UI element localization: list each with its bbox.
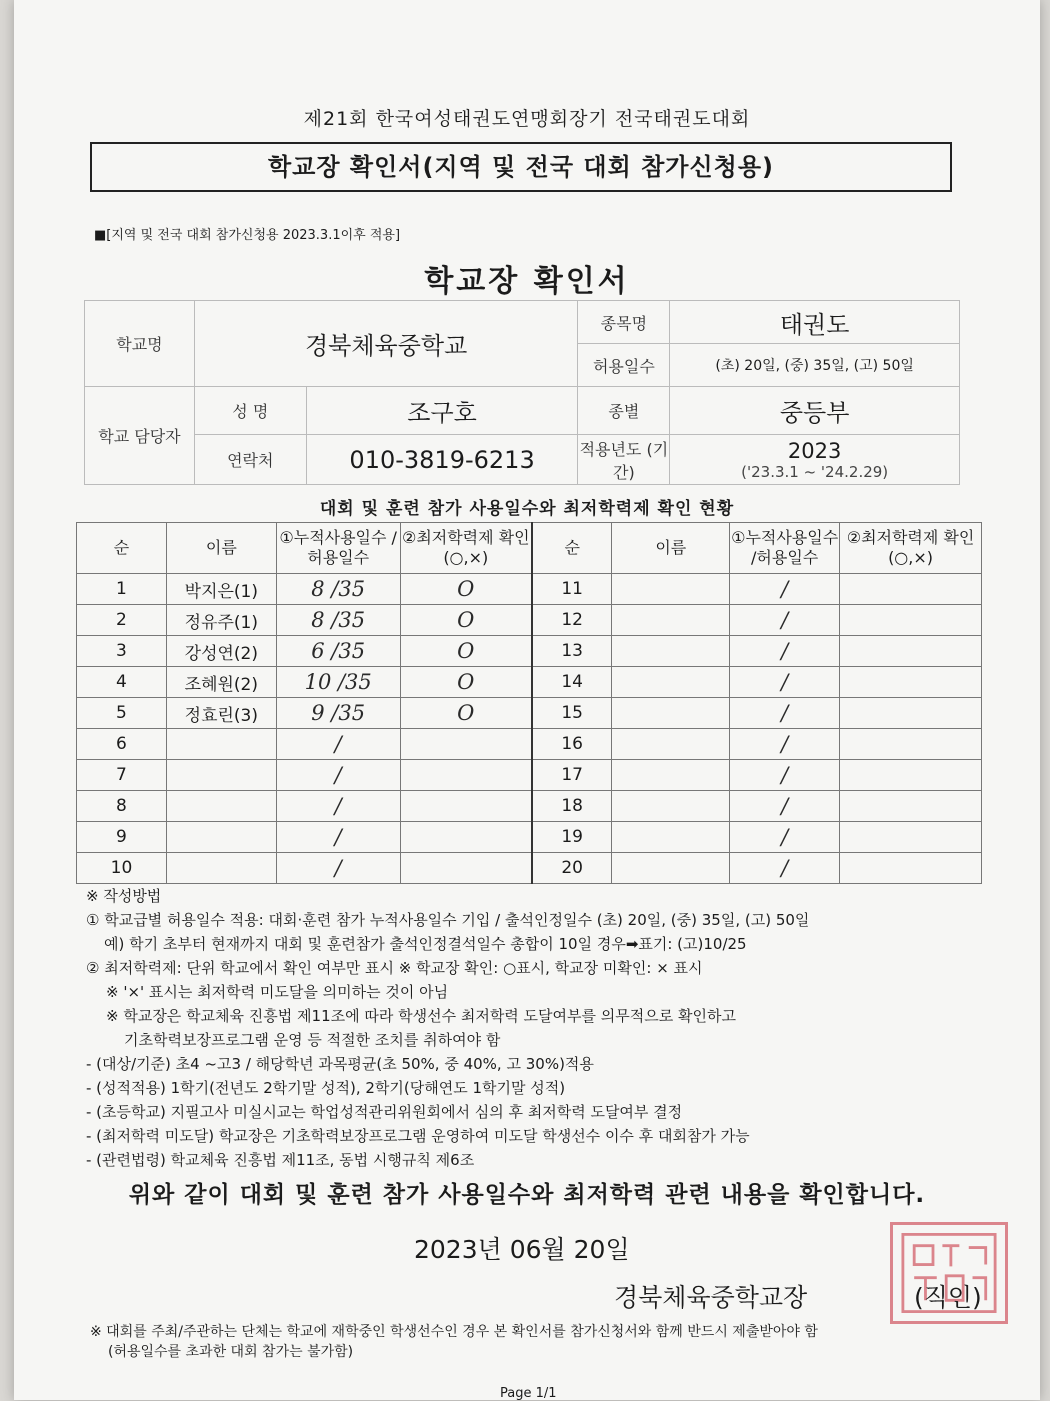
info-table bbox=[84, 300, 960, 485]
days-used: / bbox=[730, 636, 840, 667]
athlete-name bbox=[166, 729, 276, 760]
row-number: 1 bbox=[77, 574, 167, 605]
event-title: 제21회 한국여성태권도연맹회장기 전국태권도대회 bbox=[303, 108, 751, 130]
athlete-name: 정유주(1) bbox=[166, 605, 276, 636]
min-grade-check: O bbox=[400, 605, 532, 636]
row-number: 6 bbox=[77, 729, 167, 760]
year-label: 적용년도 (기간) bbox=[578, 435, 670, 485]
athlete-name: 정효린(3) bbox=[166, 698, 276, 729]
section-title: 대회 및 훈련 참가 사용일수와 최저학력제 확인 현황 bbox=[319, 499, 735, 519]
staff-name: 조구호 bbox=[306, 387, 578, 435]
row-number: 19 bbox=[532, 822, 612, 853]
athlete-name bbox=[166, 853, 276, 884]
min-grade-check: O bbox=[400, 698, 532, 729]
row-number: 17 bbox=[532, 760, 612, 791]
days-used: / bbox=[276, 729, 400, 760]
table-row bbox=[77, 729, 982, 760]
athlete-name bbox=[612, 729, 730, 760]
min-grade-check bbox=[840, 574, 982, 605]
days-used: / bbox=[276, 791, 400, 822]
method-title: ※ 작성방법 bbox=[86, 887, 162, 905]
row-number: 14 bbox=[532, 667, 612, 698]
footnote-line: (허용일수를 초과한 대회 참가는 불가함) bbox=[108, 1344, 354, 1360]
header-days-2: ①누적사용일수 /허용일수 bbox=[730, 523, 840, 574]
min-grade-check bbox=[400, 791, 532, 822]
method-section bbox=[86, 884, 986, 1172]
days-used: / bbox=[730, 853, 840, 884]
athlete-name bbox=[612, 574, 730, 605]
header-num-2: 순 bbox=[532, 523, 612, 574]
page-number: Page 1/1 bbox=[500, 1386, 557, 1401]
row-number: 12 bbox=[532, 605, 612, 636]
days-used: 8 /35 bbox=[276, 574, 400, 605]
athlete-name bbox=[612, 605, 730, 636]
school-label: 학교명 bbox=[85, 301, 195, 387]
method-line: ※ '×' 표시는 최저학력 미도달을 의미하는 것이 아님 bbox=[106, 983, 449, 1001]
athlete-name bbox=[612, 667, 730, 698]
row-number: 13 bbox=[532, 636, 612, 667]
header-check: ②최저학력제 확인(○,×) bbox=[400, 523, 532, 574]
row-number: 9 bbox=[77, 822, 167, 853]
min-grade-check: O bbox=[400, 667, 532, 698]
row-number: 7 bbox=[77, 760, 167, 791]
athlete-name bbox=[612, 698, 730, 729]
row-number: 4 bbox=[77, 667, 167, 698]
days-used: 9 /35 bbox=[276, 698, 400, 729]
min-grade-check: O bbox=[400, 636, 532, 667]
min-grade-check bbox=[840, 791, 982, 822]
method-line: 예) 학기 초부터 현재까지 대회 및 훈련참가 출석인정결석일수 총합이 10일 경우➡표기: (고)10/25 bbox=[104, 935, 747, 953]
method-line: 기초학력보장프로그램 운영 등 적절한 조치를 취하여야 함 bbox=[124, 1031, 501, 1049]
min-grade-check bbox=[400, 822, 532, 853]
min-grade-check bbox=[400, 760, 532, 791]
sport-label: 종목명 bbox=[578, 301, 670, 344]
period-value: ('23.3.1 ~ '24.2.29) bbox=[741, 462, 889, 481]
table-row bbox=[77, 698, 982, 729]
method-line: - (최저학력 미도달) 학교장은 기초학력보장프로그램 운영하여 미도달 학생선수 이수 후 대회참가 가능 bbox=[86, 1127, 750, 1145]
days-used: / bbox=[276, 853, 400, 884]
athlete-rows bbox=[77, 574, 982, 884]
allowed-label: 허용일수 bbox=[578, 344, 670, 387]
table-row bbox=[77, 760, 982, 791]
footnote bbox=[90, 1322, 1000, 1362]
seal-label: (직인) bbox=[914, 1283, 982, 1312]
document-page bbox=[14, 0, 1040, 1400]
principal-name: 경북체육중학교장 bbox=[614, 1283, 808, 1312]
table-row bbox=[77, 605, 982, 636]
min-grade-check bbox=[840, 853, 982, 884]
min-grade-check bbox=[400, 853, 532, 884]
min-grade-check bbox=[840, 822, 982, 853]
method-line: ① 학교급별 허용일수 적용: 대회·훈련 참가 누적사용일수 기입 / 출석인정일수 (초) 20일, (중) 35일, (고) 50일 bbox=[86, 911, 810, 929]
contact-label: 연락처 bbox=[194, 435, 306, 485]
days-used: / bbox=[276, 760, 400, 791]
days-used: / bbox=[730, 822, 840, 853]
days-used: 10 /35 bbox=[276, 667, 400, 698]
table-row bbox=[77, 853, 982, 884]
athlete-name bbox=[612, 822, 730, 853]
header-name-2: 이름 bbox=[612, 523, 730, 574]
contact-value: 010-3819-6213 bbox=[306, 435, 578, 485]
confirm-statement: 위와 같이 대회 및 훈련 참가 사용일수와 최저학력 관련 내용을 확인합니다. bbox=[128, 1182, 926, 1208]
name-label: 성 명 bbox=[194, 387, 306, 435]
days-used: / bbox=[730, 791, 840, 822]
row-number: 5 bbox=[77, 698, 167, 729]
min-grade-check: O bbox=[400, 574, 532, 605]
issue-date: 2023년 06월 20일 bbox=[414, 1235, 630, 1264]
boxed-title: 학교장 확인서(지역 및 전국 대회 참가신청용) bbox=[90, 142, 952, 192]
athlete-name bbox=[166, 760, 276, 791]
row-number: 18 bbox=[532, 791, 612, 822]
min-grade-check bbox=[400, 729, 532, 760]
table-row bbox=[77, 667, 982, 698]
athlete-name bbox=[166, 791, 276, 822]
min-grade-check bbox=[840, 636, 982, 667]
athlete-name bbox=[612, 760, 730, 791]
footnote-line: ※ 대회를 주최/주관하는 단체는 학교에 재학중인 학생선수인 경우 본 확인서를 참가신청서와 함께 반드시 제출받아야 함 bbox=[90, 1324, 818, 1340]
days-used: 6 /35 bbox=[276, 636, 400, 667]
row-number: 15 bbox=[532, 698, 612, 729]
method-line: ② 최저학력제: 단위 학교에서 확인 여부만 표시 ※ 학교장 확인: ○표시, 학교장 미확인: × 표시 bbox=[86, 959, 703, 977]
header-num: 순 bbox=[77, 523, 167, 574]
days-used: / bbox=[730, 729, 840, 760]
min-grade-check bbox=[840, 760, 982, 791]
staff-label: 학교 담당자 bbox=[85, 387, 195, 485]
sport-value: 태권도 bbox=[670, 301, 960, 344]
athlete-name bbox=[612, 853, 730, 884]
method-line: ※ 학교장은 학교체육 진흥법 제11조에 따라 학생선수 최저학력 도달여부를 의무적으로 확인하고 bbox=[106, 1007, 736, 1025]
header-name: 이름 bbox=[166, 523, 276, 574]
days-used: / bbox=[730, 574, 840, 605]
main-title: 학교장 확인서 bbox=[424, 264, 630, 299]
table-row bbox=[77, 574, 982, 605]
days-used: / bbox=[730, 760, 840, 791]
year-value: 2023 bbox=[787, 438, 842, 463]
min-grade-check bbox=[840, 698, 982, 729]
row-number: 10 bbox=[77, 853, 167, 884]
min-grade-check bbox=[840, 667, 982, 698]
form-note: ■[지역 및 전국 대회 참가신청용 2023.3.1이후 적용] bbox=[94, 228, 401, 243]
table-row bbox=[77, 822, 982, 853]
method-line: - (관련법령) 학교체육 진흥법 제11조, 동법 시행규칙 제6조 bbox=[86, 1151, 475, 1169]
athlete-name: 조혜원(2) bbox=[166, 667, 276, 698]
athlete-name bbox=[166, 822, 276, 853]
athlete-name: 강성연(2) bbox=[166, 636, 276, 667]
days-used: / bbox=[276, 822, 400, 853]
row-number: 8 bbox=[77, 791, 167, 822]
row-number: 3 bbox=[77, 636, 167, 667]
header-days: ①누적사용일수 /허용일수 bbox=[276, 523, 400, 574]
row-number: 20 bbox=[532, 853, 612, 884]
year-cell bbox=[670, 435, 960, 485]
allowed-value: (초) 20일, (중) 35일, (고) 50일 bbox=[670, 344, 960, 387]
days-used: / bbox=[730, 667, 840, 698]
method-line: - (대상/기준) 초4 ~고3 / 해당학년 과목평균(초 50%, 중 40%, 고 30%)적용 bbox=[86, 1055, 594, 1073]
days-used: / bbox=[730, 698, 840, 729]
method-line: - (초등학교) 지필고사 미실시교는 학업성적관리위원회에서 심의 후 최저학력 도달여부 결정 bbox=[86, 1103, 683, 1121]
method-line: - (성적적용) 1학기(전년도 2학기말 성적), 2학기(당해연도 1학기말 성적) bbox=[86, 1079, 566, 1097]
row-number: 11 bbox=[532, 574, 612, 605]
table-row bbox=[77, 791, 982, 822]
table-row bbox=[77, 636, 982, 667]
days-used: / bbox=[730, 605, 840, 636]
athlete-name bbox=[612, 791, 730, 822]
school-name: 경북체육중학교 bbox=[194, 301, 578, 387]
row-number: 16 bbox=[532, 729, 612, 760]
athlete-table bbox=[76, 522, 982, 884]
division-value: 중등부 bbox=[670, 387, 960, 435]
row-number: 2 bbox=[77, 605, 167, 636]
header-check-2: ②최저학력제 확인(○,×) bbox=[840, 523, 982, 574]
athlete-name bbox=[612, 636, 730, 667]
days-used: 8 /35 bbox=[276, 605, 400, 636]
min-grade-check bbox=[840, 729, 982, 760]
division-label: 종별 bbox=[578, 387, 670, 435]
athlete-name: 박지은(1) bbox=[166, 574, 276, 605]
min-grade-check bbox=[840, 605, 982, 636]
